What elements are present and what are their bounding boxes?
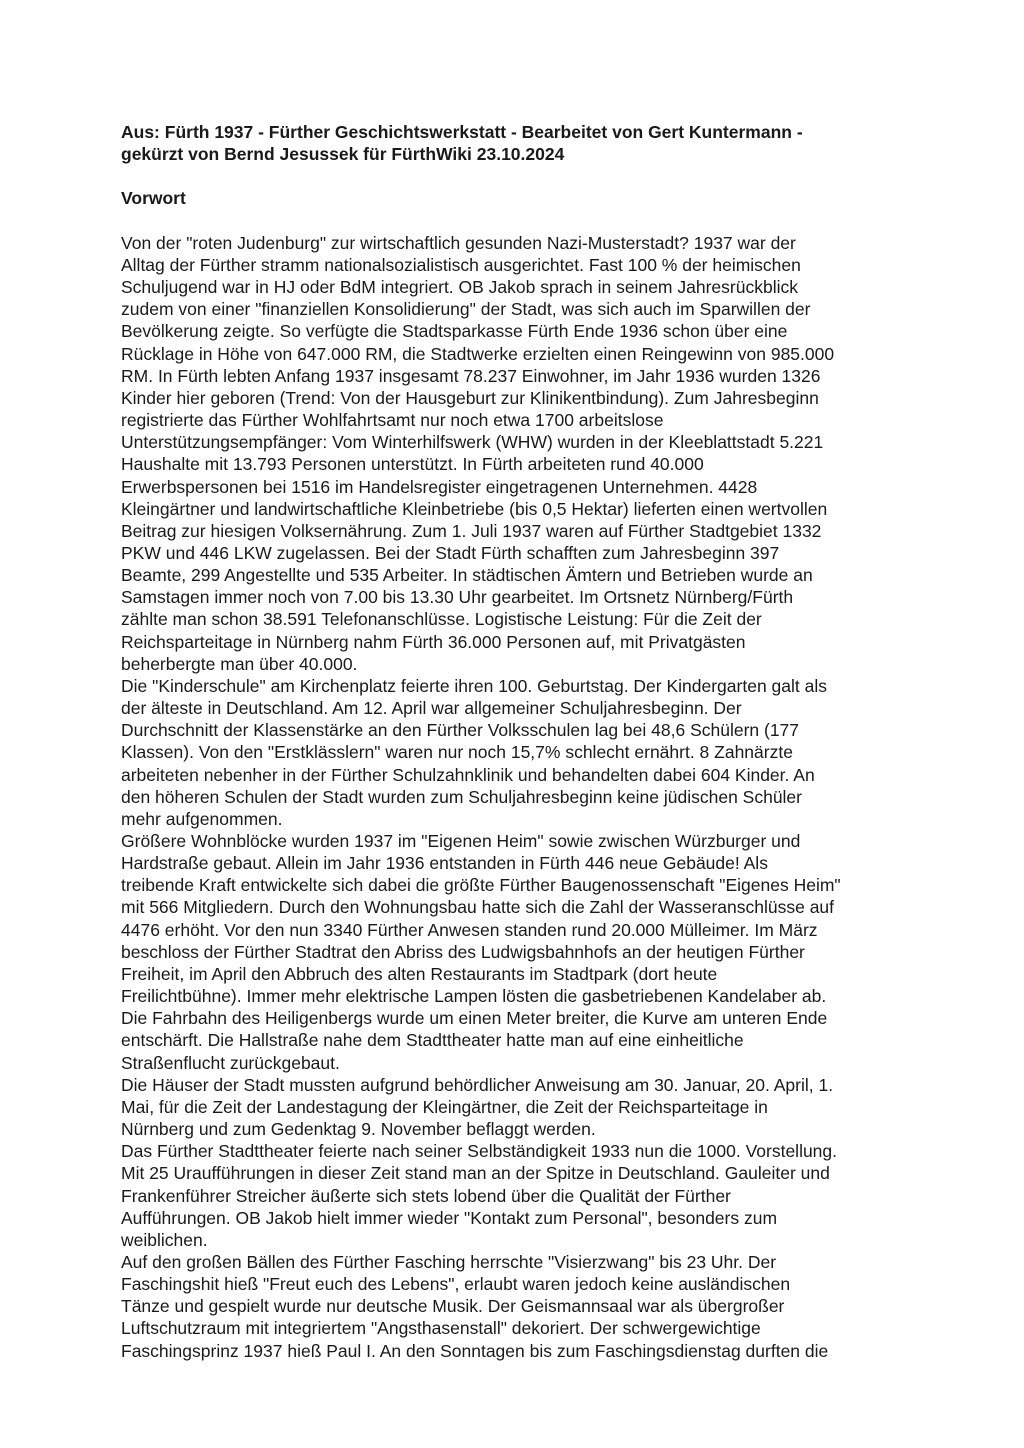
- text-line: mit 566 Mitgliedern. Durch den Wohnungsbau hatte sich die Zahl der Wasseranschlüsse auf: [121, 897, 835, 918]
- text-line: entschärft. Die Hallstraße nahe dem Stadttheater hatte man auf eine einheitliche: [121, 1030, 744, 1051]
- text-line: Beitrag zur hiesigen Volksernährung. Zum 1. Juli 1937 waren auf Fürther Stadtgebiet 1332: [121, 520, 822, 541]
- text-line: beherbergte man über 40.000.: [121, 653, 358, 674]
- text-line: Rücklage in Höhe von 647.000 RM, die Stadtwerke erzielten einen Reingewinn von 985.000: [121, 343, 835, 364]
- document-content: [121, 121, 921, 1362]
- text-line: Die "Kinderschule" am Kirchenplatz feierte ihren 100. Geburtstag. Der Kindergarten galt als: [121, 675, 827, 696]
- text-line: Faschingsprinz 1937 hieß Paul I. An den Sonntagen bis zum Faschingsdienstag durften die: [121, 1340, 829, 1361]
- text-line: Erwerbspersonen bei 1516 im Handelsregister eingetragenen Unternehmen. 4428: [121, 476, 758, 497]
- text-line: Luftschutzraum mit integriertem "Angsthasenstall" dekoriert. Der schwergewichtige: [121, 1318, 761, 1339]
- text-line: Straßenflucht zurückgebaut.: [121, 1052, 340, 1073]
- text-line: den höheren Schulen der Stadt wurden zum Schuljahresbeginn keine jüdischen Schüler: [121, 786, 802, 807]
- text-line: Faschingshit hieß "Freut euch des Lebens", erlaubt waren jedoch keine ausländischen: [121, 1274, 791, 1295]
- text-line: Die Häuser der Stadt mussten aufgrund behördlicher Anweisung am 30. Januar, 20. April, 1.: [121, 1074, 834, 1095]
- text-line: Alltag der Fürther stramm nationalsozialistisch ausgerichtet. Fast 100 % der heimischen: [121, 254, 801, 275]
- text-line: Durchschnitt der Klassenstärke an den Fürther Volksschulen lag bei 48,6 Schülern (177: [121, 720, 800, 741]
- text-line: Schuljugend war in HJ oder BdM integriert. OB Jakob sprach in seinem Jahresrückblick: [121, 277, 798, 298]
- text-line: Die Fahrbahn des Heiligenbergs wurde um einen Meter breiter, die Kurve am unteren Ende: [121, 1008, 828, 1029]
- text-line: Freiheit, im April den Abbruch des alten Restaurants im Stadtpark (dort heute: [121, 963, 718, 984]
- text-line: Frankenführer Streicher äußerte sich stets lobend über die Qualität der Fürther: [121, 1185, 731, 1206]
- text-line: Beamte, 299 Angestellte und 535 Arbeiter. In städtischen Ämtern und Betrieben wurde an: [121, 565, 813, 586]
- text-line: Aus: Fürth 1937 - Fürther Geschichtswerkstatt - Bearbeitet von Gert Kuntermann -: [121, 122, 803, 142]
- text-line: zudem von einer "finanziellen Konsolidierung" der Stadt, was sich auch im Sparwillen der: [121, 299, 811, 320]
- text-line: Nürnberg und zum Gedenktag 9. November beflaggt werden.: [121, 1119, 596, 1140]
- text-line: Tänze und gespielt wurde nur deutsche Musik. Der Geismannsaal war als übergroßer: [121, 1296, 785, 1317]
- text-line: Reichsparteitage in Nürnberg nahm Fürth 36.000 Personen auf, mit Privatgästen: [121, 631, 746, 652]
- text-line: mehr aufgenommen.: [121, 808, 283, 829]
- document-header: [121, 121, 921, 165]
- text-line: Aufführungen. OB Jakob hielt immer wieder "Kontakt zum Personal", besonders zum: [121, 1207, 778, 1228]
- text-line: Bevölkerung zeigte. So verfügte die Stadtsparkasse Fürth Ende 1936 schon über eine: [121, 321, 788, 342]
- text-line: Kinder hier geboren (Trend: Von der Hausgeburt zur Klinikentbindung). Zum Jahresbeginn: [121, 387, 819, 408]
- text-line: Haushalte mit 13.793 Personen unterstützt. In Fürth arbeiteten rund 40.000: [121, 454, 704, 475]
- text-line: Das Fürther Stadttheater feierte nach seiner Selbständigkeit 1933 nun die 1000. Vorstellung.: [121, 1141, 838, 1162]
- text-line: Von der "roten Judenburg" zur wirtschaftlich gesunden Nazi-Musterstadt? 1937 war der: [121, 232, 796, 253]
- text-line: Samstagen immer noch von 7.00 bis 13.30 Uhr gearbeitet. Im Ortsnetz Nürnberg/Fürth: [121, 587, 794, 608]
- text-line: gekürzt von Bernd Jesussek für FürthWiki 23.10.2024: [121, 144, 565, 165]
- text-line: Klassen). Von den "Erstklässlern" waren nur noch 15,7% schlecht ernährt. 8 Zahnärzte: [121, 742, 793, 763]
- section-heading-vorwort: Vorwort: [121, 188, 186, 209]
- text-line: registrierte das Fürther Wohlfahrtsamt nur noch etwa 1700 arbeitslose: [121, 410, 664, 431]
- text-line: treibende Kraft entwickelte sich dabei die größte Fürther Baugenossenschaft "Eigenes Heim": [121, 875, 841, 896]
- document-body: [121, 232, 921, 1362]
- text-line: der älteste in Deutschland. Am 12. April war allgemeiner Schuljahresbeginn. Der: [121, 698, 742, 719]
- text-line: Mit 25 Uraufführungen in dieser Zeit stand man an der Spitze in Deutschland. Gauleiter und: [121, 1163, 830, 1184]
- text-line: Mai, für die Zeit der Landestagung der Kleingärtner, die Zeit der Reichsparteitage in: [121, 1096, 768, 1117]
- text-line: 4476 erhöht. Vor den nun 3340 Fürther Anwesen standen rund 20.000 Mülleimer. Im März: [121, 919, 818, 940]
- text-line: Freilichtbühne). Immer mehr elektrische Lampen lösten die gasbetriebenen Kandelaber ab.: [121, 986, 827, 1007]
- text-line: Unterstützungsempfänger: Vom Winterhilfswerk (WHW) wurden in der Kleeblattstadt 5.221: [121, 432, 824, 453]
- text-line: Auf den großen Bällen des Fürther Fasching herrschte "Visierzwang" bis 23 Uhr. Der: [121, 1251, 777, 1272]
- text-line: RM. In Fürth lebten Anfang 1937 insgesamt 78.237 Einwohner, im Jahr 1936 wurden 1326: [121, 365, 821, 386]
- text-line: Hardstraße gebaut. Allein im Jahr 1936 entstanden in Fürth 446 neue Gebäude! Als: [121, 853, 768, 874]
- text-line: arbeiteten nebenher in der Fürther Schulzahnklinik und behandelten dabei 604 Kinder. An: [121, 764, 815, 785]
- text-line: PKW und 446 LKW zugelassen. Bei der Stadt Fürth schafften zum Jahresbeginn 397: [121, 542, 780, 563]
- text-line: beschloss der Fürther Stadtrat den Abriss des Ludwigsbahnhofs an der heutigen Fürther: [121, 941, 805, 962]
- text-line: Größere Wohnblöcke wurden 1937 im "Eigenen Heim" sowie zwischen Würzburger und: [121, 831, 801, 851]
- text-line: weiblichen.: [121, 1229, 208, 1250]
- text-line: Kleingärtner und landwirtschaftliche Kleinbetriebe (bis 0,5 Hektar) lieferten einen wertvollen: [121, 498, 828, 519]
- text-line: zählte man schon 38.591 Telefonanschlüsse. Logistische Leistung: Für die Zeit der: [121, 609, 762, 630]
